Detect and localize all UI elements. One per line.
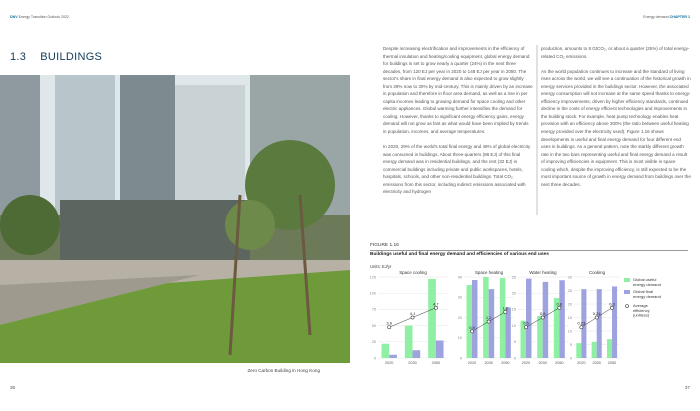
bar-final — [526, 279, 532, 358]
y-tick-label: 20 — [511, 291, 516, 296]
x-tick-label: 2030 — [484, 361, 493, 365]
bar-useful — [382, 344, 390, 358]
efficiency-label: 1.2 — [485, 315, 492, 321]
efficiency-marker — [504, 310, 507, 313]
efficiency-label: 0.24 — [592, 311, 601, 316]
y-tick-label: 30 — [457, 295, 462, 300]
y-tick-label: 50 — [371, 323, 376, 328]
y-tick-label: 25 — [511, 275, 516, 280]
y-tick-label: 10 — [567, 329, 572, 334]
efficiency-marker — [434, 306, 437, 309]
y-tick-label: 30 — [567, 275, 572, 280]
bar-final — [556, 280, 565, 358]
y-tick-label: 75 — [371, 307, 376, 312]
efficiency-label: 0.9 — [469, 324, 475, 330]
y-tick-label: 125 — [369, 275, 376, 280]
efficiency-marker — [595, 316, 598, 319]
y-tick-label: 0 — [459, 356, 462, 361]
y-tick-label: 5 — [569, 342, 572, 347]
x-tick-label: 2020 — [521, 361, 531, 365]
bar-useful — [500, 278, 506, 358]
efficiency-label: 0.3 — [609, 301, 615, 307]
x-tick-label: 2050 — [501, 361, 510, 365]
efficiency-label: 4.7 — [433, 301, 439, 307]
body-column-1 — [383, 45, 533, 203]
brand: DNV — [10, 15, 18, 19]
figure-divider — [370, 250, 688, 251]
legend-swatch-final — [624, 290, 630, 294]
page-number-right: 37 — [684, 385, 690, 390]
panel-title: Cooking — [588, 270, 606, 275]
efficiency-label: 0.5 — [523, 320, 529, 326]
efficiency-marker — [388, 326, 391, 329]
legend-label-efficiency: efficiency — [633, 307, 650, 313]
efficiency-marker — [558, 306, 561, 309]
legend-label-useful: energy demand — [633, 281, 661, 287]
bar-final — [612, 286, 617, 358]
y-tick-label: 0 — [569, 356, 572, 361]
paragraph: production, amounts to 8 GtCO₂, or about a quarter (25%) of total energy-related CO₂ emissions. — [541, 46, 690, 59]
bar-useful — [405, 326, 413, 358]
efficiency-label: 0.23 — [577, 320, 586, 326]
x-tick-label: 2030 — [408, 361, 417, 365]
publication-title: Energy Transition Outlook 2022 — [18, 15, 69, 19]
y-tick-label: 25 — [567, 288, 572, 293]
efficiency-marker — [541, 316, 544, 319]
column-divider — [536, 45, 538, 215]
bar-final — [472, 280, 478, 358]
bar-final — [489, 289, 495, 358]
x-tick-label: 2050 — [555, 361, 564, 365]
bar-final — [389, 355, 397, 358]
bar-useful — [592, 342, 597, 358]
efficiency-marker — [470, 330, 473, 333]
paragraph: Despite increasing electrification and improvements in the efficiency of thermal insulation and heating/cooling equipment, global energy demand for buildings is set to grow nearly a quarter (24%) in the next three decades, from 120 EJ per year in 2020 to 148 EJ per year in 2050. The sector's share in final energy demand is also expected to grow slightly from 29% now to 30% by mid-century. This is mainly driven by an increase in population and therefore in floor area demand, as well as a rise in per capita incomes leading to growing demand for space cooling and other electric appliances. Global warming further intensifies the demand for cooling. However, thanks to significant energy efficiency gains, energy demand will not grow as fast as what would have been implied by trends in population, incomes, and average temperatures. — [383, 46, 533, 135]
page-title — [10, 51, 116, 63]
y-tick-label: 20 — [567, 302, 572, 307]
y-tick-label: 100 — [369, 291, 376, 296]
figure-chart — [368, 262, 698, 392]
photo-caption: Zero Carbon Building in Hong Kong — [247, 368, 320, 373]
y-tick-label: 20 — [457, 315, 462, 320]
chapter-label: CHAPTER 1 — [669, 15, 690, 19]
section-name: Energy demand — [643, 15, 669, 19]
section-number: 1.3 — [10, 51, 27, 63]
efficiency-label: 4.1 — [409, 311, 416, 316]
panel-title: Water heating — [529, 270, 557, 275]
legend-label-useful: Global useful — [633, 277, 657, 282]
bar-final — [413, 350, 421, 358]
panel-title: Space heating — [474, 270, 504, 275]
bar-final — [543, 282, 549, 358]
efficiency-marker — [610, 306, 613, 309]
panel-title: Space cooling — [399, 270, 427, 275]
x-tick-label: 2020 — [384, 361, 394, 365]
bar-useful — [607, 339, 612, 358]
x-tick-label: 2050 — [607, 361, 617, 365]
efficiency-marker — [580, 326, 583, 329]
legend-label-efficiency: (unitless) — [633, 312, 650, 318]
page-number-left: 36 — [10, 385, 16, 390]
y-tick-label: 25 — [371, 340, 376, 345]
y-tick-label: 0 — [373, 356, 376, 361]
building-photo — [0, 75, 350, 363]
y-tick-label: 15 — [511, 307, 516, 312]
bar-useful — [537, 316, 543, 358]
section-title: BUILDINGS — [40, 51, 103, 63]
units-label: Units: EJ/yr — [370, 264, 392, 269]
x-tick-label: 2050 — [431, 361, 441, 365]
efficiency-label: 1.6 — [502, 305, 509, 311]
paragraph: As the world population continues to increase and the standard of living rises across the world, we will see a continuation of the historical growth in energy services provided in the buildings sector. However, the associated energy consumption will not increase at the same speed thanks to energy-efficiency improvements, driven by higher efficiency standards, continued decline in the costs of energy efficient technologies and improvements in the building stock. For example, heat pump technology enables heat provision with an efficiency above 300% (the ratio between useful heating energy provided over the electricity used). Figure 1.16 shows developments in useful and final energy demand for four different end uses in buildings. As a general pattern, note the starkly different growth rate in the two bars representing useful and final energy demand a result of improving efficiencies in equipment. This is most visible in space cooling which, despite the improving efficiency, is still expected to be the most important source of growth in energy demand from buildings over the next three decades. — [541, 68, 691, 187]
y-tick-label: 0 — [513, 356, 516, 361]
x-tick-label: 2030 — [592, 361, 601, 365]
legend-efficiency-icon — [626, 305, 629, 308]
x-tick-label: 2020 — [467, 361, 477, 365]
efficiency-label: 3.6 — [386, 320, 392, 326]
x-tick-label: 2020 — [577, 361, 586, 365]
bar-useful — [428, 279, 436, 358]
bar-final — [597, 289, 602, 358]
legend-label-final: energy demand — [633, 293, 661, 299]
figure-label: FIGURE 1.16 — [370, 243, 399, 248]
y-tick-label: 10 — [511, 323, 516, 328]
paragraph: In 2020, 29% of the world's total final energy and 48% of global electricity was consumed in buildings. About three-quarters (88 EJ) of this final energy demand was in residential buildings, and the rest (32 EJ) in commercial buildings including private and public workspaces, hotels, hospitals, schools, and other non-residential buildings. Total CO₂ emissions from this sector, including indirect emissions associated with electricity and hydrogen — [383, 144, 531, 195]
legend-label-final: Global final — [633, 289, 654, 294]
y-tick-label: 40 — [457, 275, 462, 280]
header-left — [10, 15, 69, 19]
x-tick-label: 2030 — [538, 361, 547, 365]
figure-title: Buildings useful and final energy demand and efficiencies of various end uses — [370, 252, 549, 257]
y-tick-label: 10 — [457, 336, 462, 341]
legend-label-efficiency: Average — [633, 303, 648, 308]
efficiency-label: 0.6 — [539, 311, 546, 316]
y-tick-label: 15 — [567, 315, 572, 320]
bar-useful — [467, 285, 473, 358]
header-right — [643, 15, 690, 19]
efficiency-marker — [411, 316, 414, 319]
bar-useful — [576, 343, 581, 358]
bar-final — [436, 341, 444, 358]
efficiency-marker — [487, 320, 490, 323]
efficiency-label: 0.8 — [556, 301, 563, 307]
efficiency-marker — [524, 326, 527, 329]
legend-swatch-useful — [624, 278, 630, 282]
body-column-2 — [541, 45, 691, 196]
y-tick-label: 5 — [513, 340, 516, 345]
